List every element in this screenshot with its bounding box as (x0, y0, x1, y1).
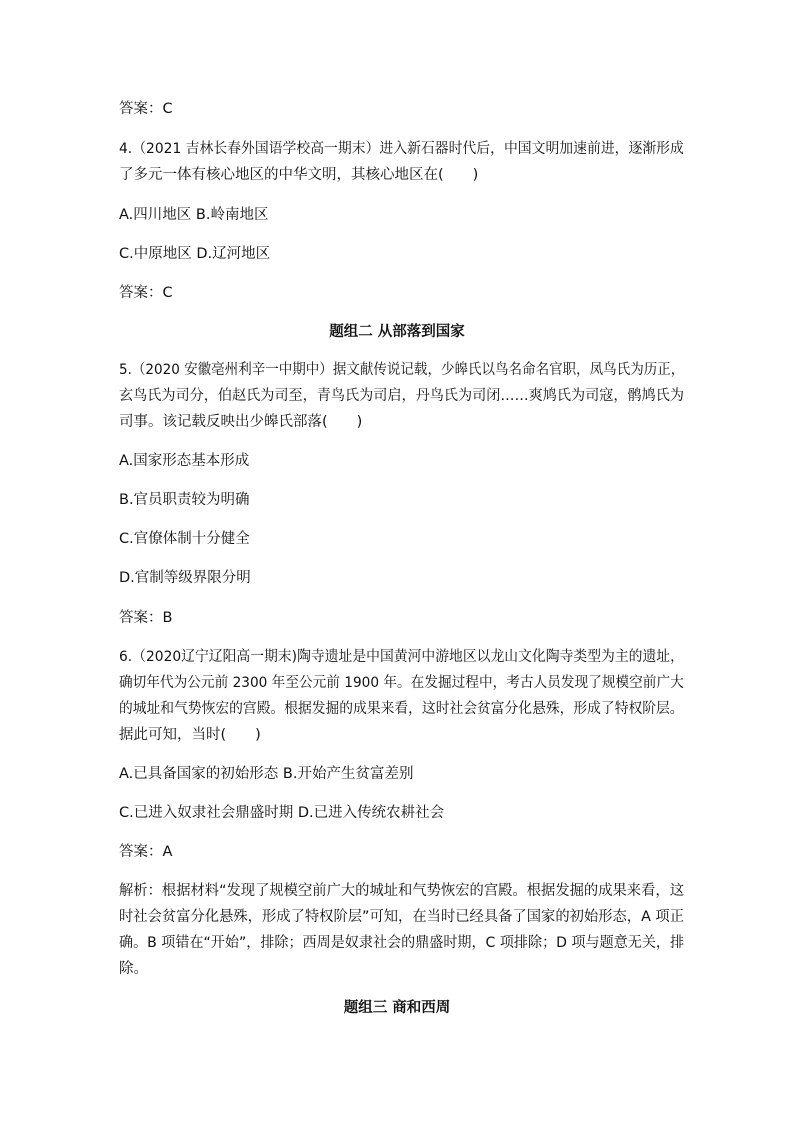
question-6-text: 的城址和气势恢宏的宫殿。根据发掘的成果来看，这时社会贫富分化悬殊，形成了特权阶层。 (119, 701, 684, 717)
question-6-text: 据此可知，当时( ) (119, 727, 261, 743)
answer-q6: 答案：A (119, 844, 173, 860)
question-6-options-cd: C.已进入奴隶社会鼎盛时期 D.已进入传统农耕社会 (119, 805, 445, 821)
answer-q5: 答案：B (119, 610, 173, 626)
question-4-options-cd: C.中原地区 D.辽河地区 (119, 246, 271, 262)
explanation-text: 解析：根据材料“发现了规模空前广大的城址和气势恢宏的宫殿。根据发掘的成果来看，这 (119, 883, 684, 899)
question-5-option-d: D.官制等级界限分明 (119, 570, 251, 586)
question-5-text: 玄鸟氏为司分，伯赵氏为司至，青鸟氏为司启，丹鸟氏为司闭……爽鸠氏为司寇，鹘鸠氏为 (119, 388, 684, 404)
explanation-text: 时社会贫富分化悬殊，形成了特权阶层”可知，在当时已经具备了国家的初始形态，A 项正 (119, 909, 685, 925)
answer-q4: 答案：C (119, 285, 173, 301)
question-5-option-c: C.官僚体制十分健全 (119, 531, 250, 547)
explanation-text: 除。 (119, 961, 148, 977)
group-2-heading: 题组二 从部落到国家 (329, 324, 465, 340)
explanation-text: 确。B 项错在“开始”，排除；西周是奴隶社会的鼎盛时期，C 项排除；D 项与题意无关，排 (119, 935, 685, 951)
group-3-heading: 题组三 商和西周 (343, 1000, 451, 1016)
question-5-text: 司事。该记载反映出少皞氏部落( ) (119, 414, 363, 430)
question-5-option-a: A.国家形态基本形成 (119, 453, 250, 469)
question-5-option-b: B.官员职责较为明确 (119, 492, 250, 508)
question-6-options-ab: A.已具备国家的初始形态 B.开始产生贫富差别 (119, 766, 414, 782)
question-5-text: 5.（2020 安徽亳州利辛一中期中）据文献传说记载，少皞氏以鸟名命名官职，凤鸟氏为历正， (119, 362, 685, 378)
answer-q3: 答案：C (119, 101, 173, 117)
question-4-text: 4.（2021 吉林长春外国语学校高一期末）进入新石器时代后，中国文明加速前进，逐渐形成 (119, 141, 684, 157)
question-6-text: 6.（2020辽宁辽阳高一期末)陶寺遗址是中国黄河中游地区以龙山文化陶寺类型为主的遗址， (119, 649, 684, 665)
question-6-text: 确切年代为公元前 2300 年至公元前 1900 年。在发掘过程中，考古人员发现了规模空前广大 (119, 675, 684, 691)
question-4-text: 了多元一体有核心地区的中华文明，其核心地区在( ) (119, 167, 479, 183)
question-4-options-ab: A.四川地区 B.岭南地区 (119, 207, 269, 223)
